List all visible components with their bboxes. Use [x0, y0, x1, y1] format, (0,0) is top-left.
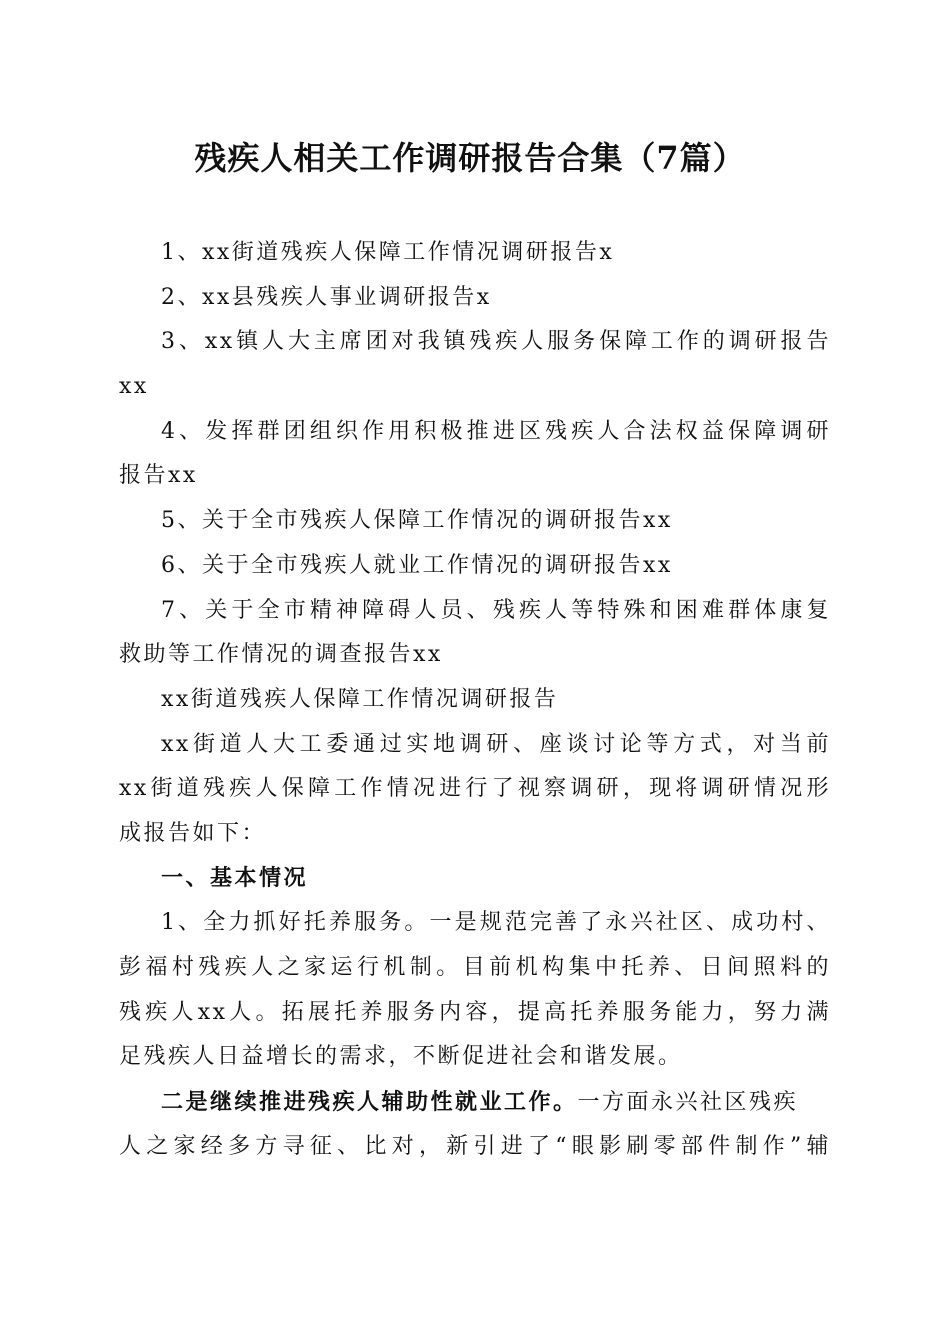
paragraph-line: 足残疾人日益增长的需求，不断促进社会和谐发展。 — [119, 1044, 683, 1070]
toc-item: 6、关于全市残疾人就业工作情况的调研报告xx — [161, 552, 673, 578]
toc-item: 4、发挥群团组织作用积极推进区残疾人合法权益保障调研 — [161, 418, 831, 444]
paragraph-line — [119, 1080, 831, 1125]
toc-item-continuation: 救助等工作情况的调查报告xx — [119, 642, 443, 668]
toc-item: 7、关于全市精神障碍人员、残疾人等特殊和困难群体康复 — [161, 597, 831, 623]
section-heading: 一、基本情况 — [161, 865, 309, 891]
toc-item: 3、xx镇人大主席团对我镇残疾人服务保障工作的调研报告 — [161, 329, 831, 355]
intro-line: xx街道残疾人保障工作情况进行了视察调研，现将调研情况形 — [119, 776, 831, 802]
intro-line: 成报告如下： — [119, 820, 267, 846]
toc-item: 1、xx街道残疾人保障工作情况调研报告x — [161, 240, 615, 265]
report-title: xx街道残疾人保障工作情况调研报告 — [161, 686, 559, 712]
toc-item: 2、xx县残疾人事业调研报告x — [161, 284, 492, 310]
paragraph-line: 人之家经多方寻征、比对，新引进了“眼影刷零部件制作”辅 — [119, 1133, 831, 1159]
bold-lead-sentence: 二是继续推进残疾人辅助性就业工作。 — [161, 1089, 578, 1116]
toc-item-continuation: 报告xx — [119, 463, 198, 489]
paragraph-line: 残疾人xx人。拓展托养服务内容，提高托养服务能力，努力满 — [119, 999, 831, 1025]
paragraph-line: 1、全力抓好托养服务。一是规范完善了永兴社区、成功村、 — [161, 910, 831, 936]
document-body — [119, 231, 831, 1169]
toc-item-continuation: xx — [119, 374, 149, 400]
document-title: 残疾人相关工作调研报告合集（7篇） — [194, 139, 746, 177]
intro-line: xx街道人大工委通过实地调研、座谈讨论等方式，对当前 — [161, 731, 831, 757]
toc-item: 5、关于全市残疾人保障工作情况的调研报告xx — [161, 508, 673, 534]
paragraph-text: 一方面永兴社区残疾 — [577, 1090, 799, 1116]
paragraph-line: 彭福村残疾人之家运行机制。目前机构集中托养、日间照料的 — [119, 955, 831, 980]
